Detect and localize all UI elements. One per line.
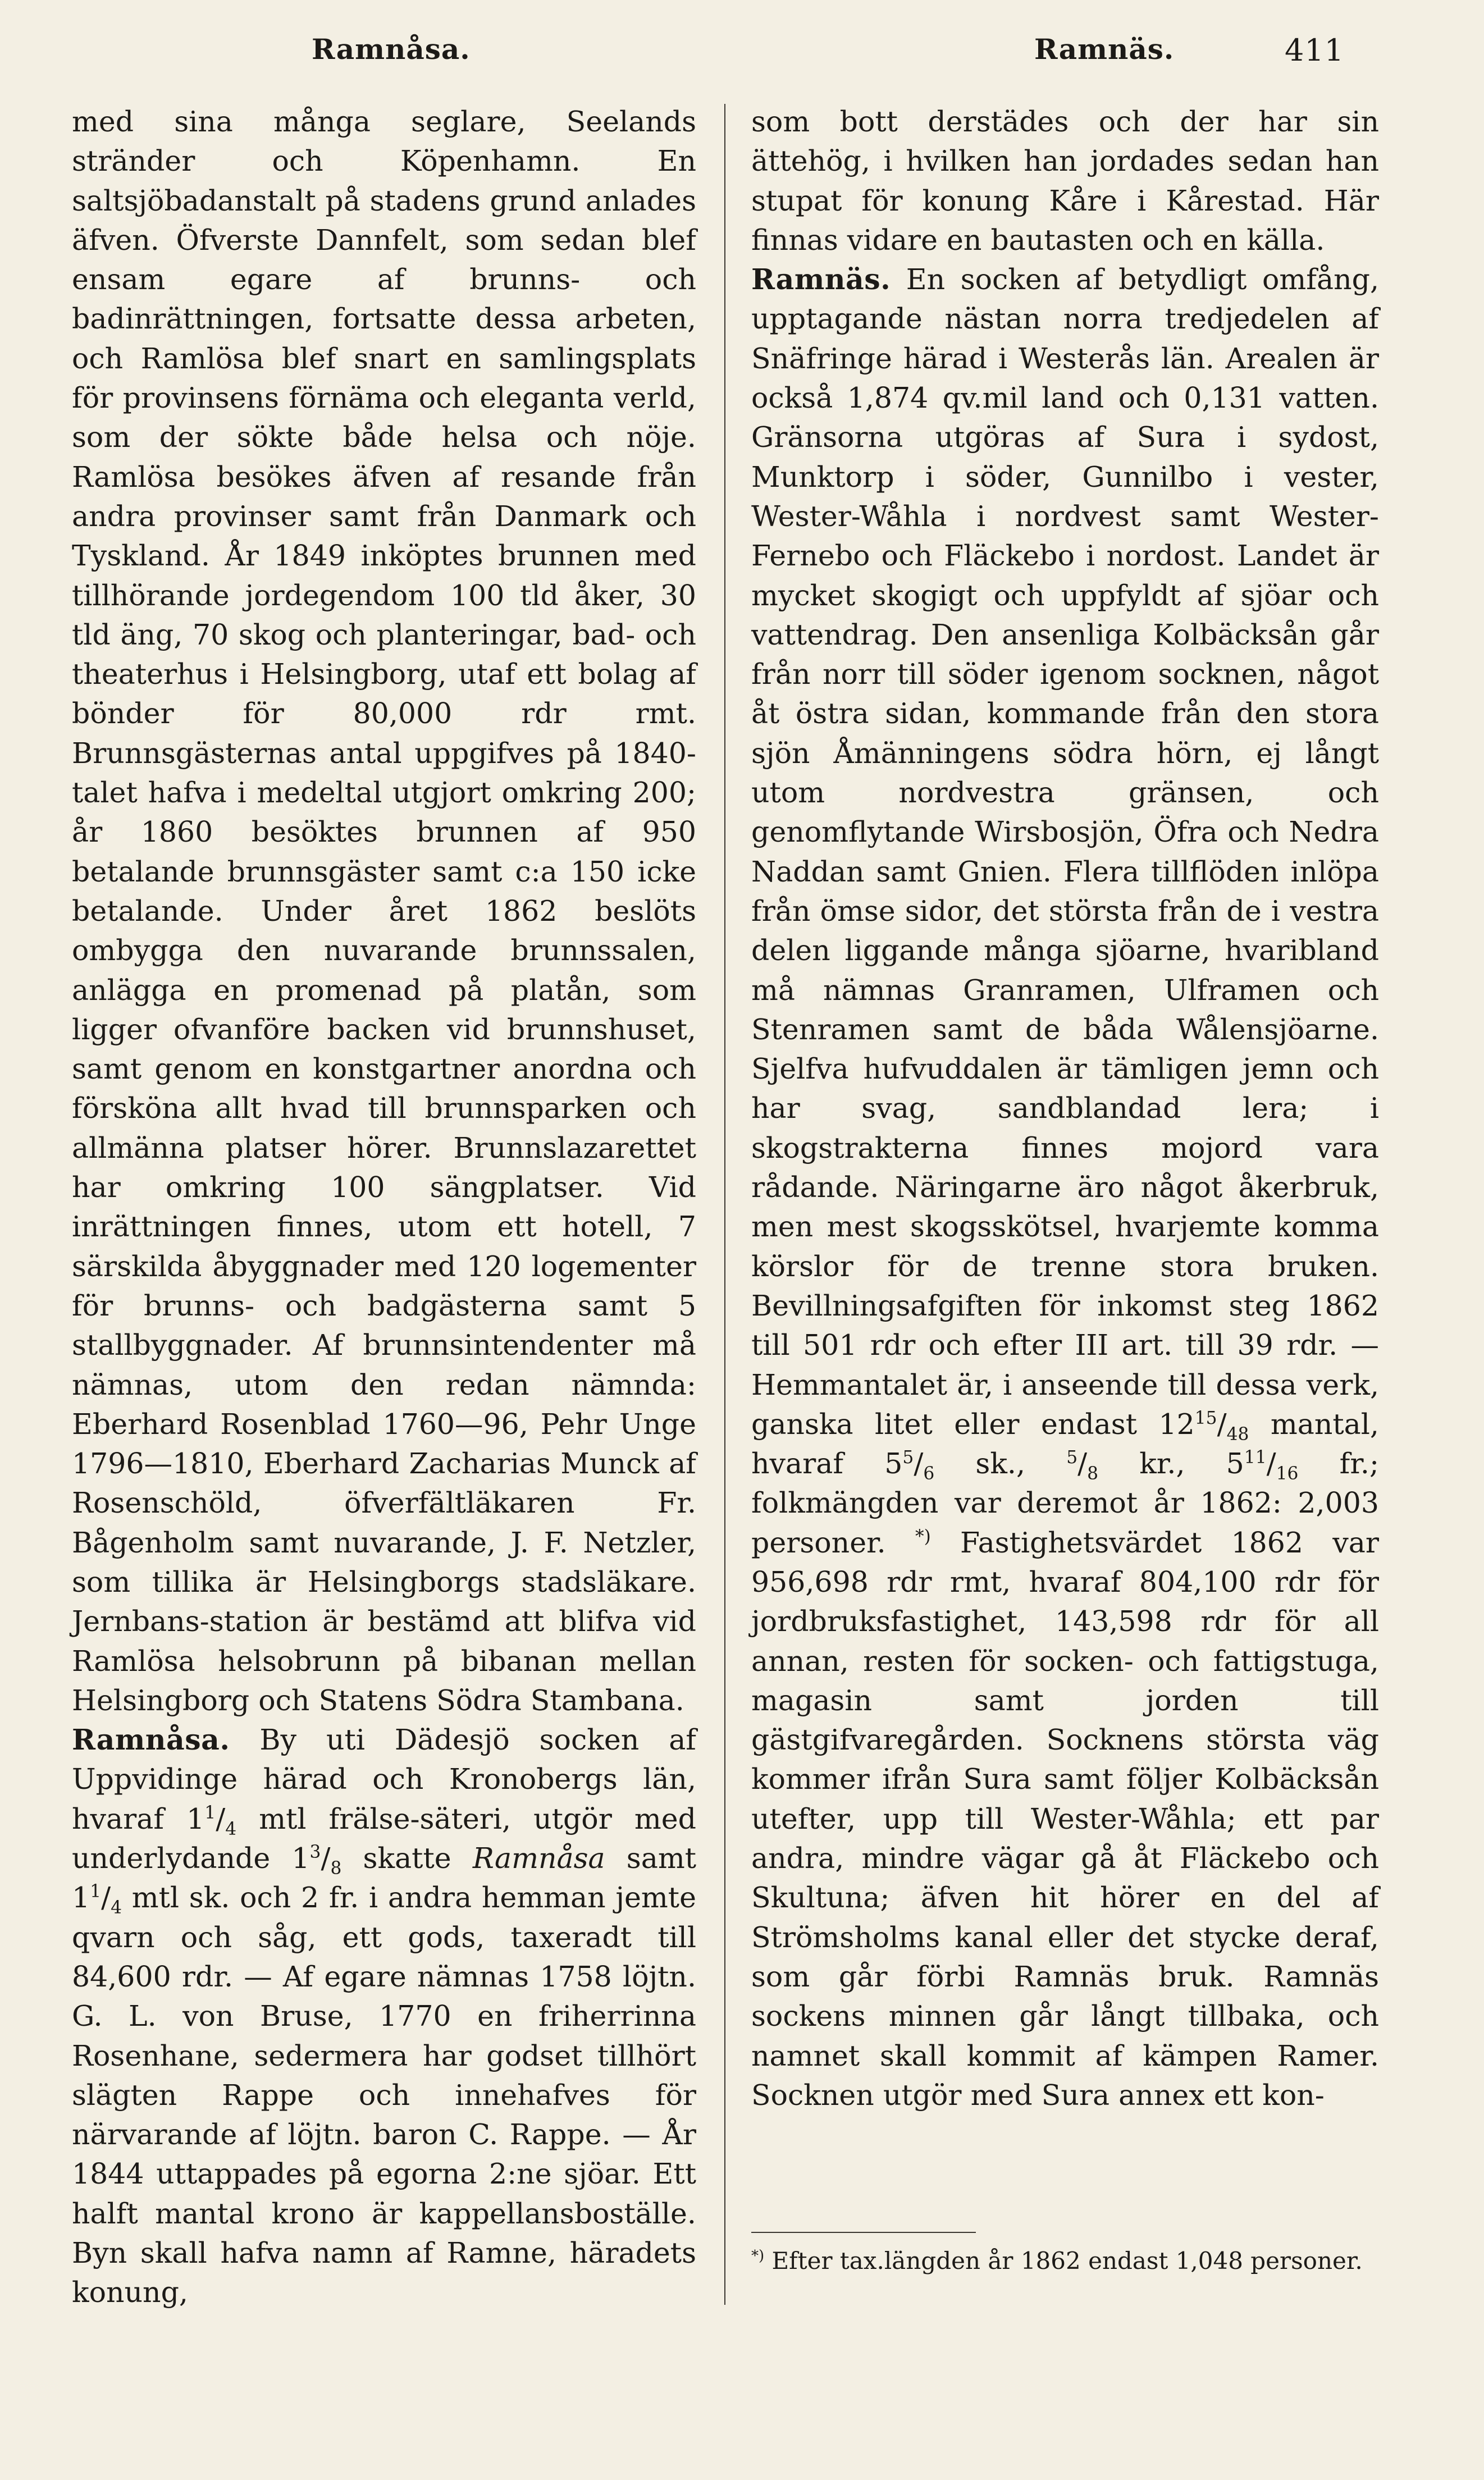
entry-heading-ramnasa: Ramnåsa. [72,1723,230,1757]
entry-text: By uti Dädesjö socken af Uppvidinge härad och Kronobergs län, hvaraf 1 [72,1723,696,1835]
entry-text: samt 1 [72,1842,697,1915]
entry-text: skatte [341,1842,473,1875]
fraction-denominator: 8 [1087,1464,1099,1485]
fraction-denominator: 48 [1226,1424,1249,1445]
entry-text: fr.; folkmängden var deremot år 1862: 2,003 personer. [751,1447,1379,1559]
entry-ramnas: Ramnäs. En socken af betydligt omfång, upptagande nästan norra tredjedelen af Snäfringe härad i Westerås län. Arealen är också 1,874 qv.mil land och 0,131 vatten. Gränsorna utgöras af Sura i sydost, Munktorp i söder, Gunnilbo i vester, Wester-Wåhla i nordvest samt Wester-Fernebo och Fläckebo i nordost. Landet är mycket skogigt och uppfyldt af sjöar och vattendrag. Den ansenliga Kolbäcksån går från norr till söder igenom socknen, något åt östra sidan, kommande från den stora sjön Åmänningens södra hörn, ej långt utom nordvestra gränsen, och genomflytande Wirsbosjön, Öfra och Nedra Naddan samt Gnien. Flera tillflöden inlöpa från ömse sidor, det största från de i vestra delen liggande många sjöarne, hvaribland må nämnas Granramen, Ulframen och Stenramen samt de båda Wålensjöarne. Sjelfva hufvuddalen är tämligen jemn och har svag, sandblandad lera; i skogstrakterna finnes mojord vara rådande. Näringarne äro något åkerbruk, men mest skogsskötsel, hvarjemte komma körslor för de trenne stora bruken. Bevillningsafgiften för inkomst steg 1862 till 501 rdr och efter III art. till 39 rdr. — Hemmantalet är, i anseende till dessa verk, ganska litet eller endast $12^{15}/_{48}$ mantal, hvaraf $5^5/_6$ sk., $^5/_8$ kr., $5^{11}/_{16}$ fr.; folkmängden var deremot år 1862: 2,003 personer. *) Fastighetsvärdet 1862 var 956,698 rdr rmt, hvaraf 804,100 rdr för jordbruksfastighet, 143,598 rdr för all annan, resten för socken- och fattigstuga, magasin samt jorden till gästgifvaregården. Socknens största väg kommer ifrån Sura samt följer Kolbäcksån utefter, upp till Wester-Wåhla; ett par andra, mindre vägar gå åt Fläckebo och Skultuna; äfven hit hörer en del af Strömsholms kanal eller det stycke deraf, som går förbi Ramnäs bruk. Ramnäs sockens minnen går långt tillbaka, och namnet skall kommit af kämpen Ramer. Socknen utgör med Sura annex ett kon- [751,263,1380,2112]
header-left-title: Ramnåsa. [312,33,471,66]
fraction-numerator: 5 [902,1447,914,1468]
entry-text: mantal, hvaraf 5 [751,1407,1379,1481]
fraction-numerator: 3 [309,1842,321,1863]
fraction-numerator: 1 [90,1881,102,1902]
right-column [751,102,1379,2115]
footnote-mark: *) [751,2248,765,2264]
entry-text: En socken af betydligt omfång, upptagande nästan norra tredjedelen af Snäfringe härad i Westerås län. Arealen är också 1,874 qv.mil land och 0,131 vatten. Gränsorna utgöras af Sura i sydost, Munktorp i söder, Gunnilbo i vester, Wester-Wåhla i nordvest samt Wester-Fernebo och Fläckebo i nordost. Landet är mycket skogigt och uppfyldt af sjöar och vattendrag. Den ansenliga Kolbäcksån går från norr till söder igenom socknen, något åt östra sidan, kommande från den stora sjön Åmänningens södra hörn, ej långt utom nordvestra gränsen, och genomflytande Wirsbosjön, Öfra och Nedra Naddan samt Gnien. Flera tillflöden inlöpa från ömse sidor, det största från de i vestra delen liggande många sjöarne, hvaribland må nämnas Granramen, Ulframen och Stenramen samt de båda Wålensjöarne. Sjelfva hufvuddalen är tämligen jemn och har svag, sandblandad lera; i skogstrakterna finnes mojord vara rådande. Näringarne äro något åkerbruk, men mest skogsskötsel, hvarjemte komma körslor för de trenne stora bruken. Bevillningsafgiften för inkomst steg 1862 till 501 rdr och efter III art. till 39 rdr. — Hemmantalet är, i anseende till dessa verk, ganska litet eller endast 12 [751,263,1379,1441]
fraction-numerator: 5 [1066,1447,1078,1468]
footnote [751,2245,1379,2277]
running-header [0,33,1484,77]
entry-text: mtl sk. och 2 fr. i andra hemman jemte qvarn och såg, ett gods, taxeradt till 84,600 rdr. — Af egare nämnas 1758 löjtn. G. L. von Bruse, 1770 en friherrinna Rosenhane, sedermera har godset tillhört slägten Rappe och innehafves för närvarande af löjtn. baron C. Rappe. — År 1844 uttappades på egorna 2:ne sjöar. Ett halft mantal krono är kappellansboställe. Byn skall hafva namn af Ramne, häradets konung, [72,1881,696,2309]
ramlosa-continuation: med sina många seglare, Seelands stränder och Köpenhamn. En saltsjöbadanstalt på stadens grund anlades äfven. Öfverste Dannfelt, som sedan blef ensam egare af brunns- och badinrättningen, fortsatte dessa arbeten, och Ramlösa blef snart en samlingsplats för provinsens förnäma och eleganta verld, som der sökte både helsa och nöje. Ramlösa besökes äfven af resande från andra provinser samt från Danmark och Tyskland. År 1849 inköptes brunnen med tillhörande jordegendom 100 tld åker, 30 tld äng, 70 skog och planteringar, bad- och theaterhus i Helsingborg, utaf ett bolag af bönder för 80,000 rdr rmt. Brunnsgästernas antal uppgifves på 1840-talet hafva i medeltal utgjort omkring 200; år 1860 besöktes brunnen af 950 betalande brunnsgäster samt c:a 150 icke betalande. Under året 1862 beslöts ombygga den nuvarande brunnssalen, anlägga en promenad på platån, som ligger ofvanföre backen vid brunnshuset, samt genom en konstgartner anordna och försköna allt hvad till brunnsparken och allmänna platser hörer. Brunnslazarettet har omkring 100 sängplatser. Vid inrättningen finnes, utom ett hotell, 7 särskilda åbyggnader med 120 logementer för brunns- och badgästerna samt 5 stallbyggnader. Af brunnsintendenter må nämnas, utom den redan nämnda: Eberhard Rosenblad 1760—96, Pehr Unge 1796—1810, Eberhard Zacharias Munck af Rosenschöld, öfverfältläkaren Fr. Bågenholm samt nuvarande, J. F. Netzler, som tillika är Helsingborgs stadsläkare. Jernbans-station är bestämd att blifva vid Ramlösa helsobrunn på bibanan mellan Helsingborg och Statens Södra Stambana. [72,105,696,1717]
entry-text: mtl frälse-säteri, utgör med underlydande 1 [72,1802,696,1875]
fraction-denominator: 4 [111,1898,122,1919]
footnote-rule [751,2232,976,2233]
footnote-reference: *) [915,1526,931,1547]
fraction-denominator: 4 [225,1819,237,1839]
fraction-numerator: 15 [1194,1408,1217,1428]
entry-text: kr., 5 [1098,1447,1244,1481]
fraction-denominator: 6 [923,1464,935,1485]
fraction-denominator: 8 [330,1858,342,1879]
entry-heading-ramnas: Ramnäs. [751,263,891,296]
entry-text: sk., [934,1447,1067,1481]
italic-place-name: Ramnåsa [472,1842,605,1875]
entry-text: Fastighetsvärdet 1862 var 956,698 rdr rmt, hvaraf 804,100 rdr för jordbruksfastighet, 143,598 rdr för all annan, resten för socken- och fattigstuga, magasin samt jorden till gästgifvaregården. Socknens största väg kommer ifrån Sura samt följer Kolbäcksån utefter, upp till Wester-Wåhla; ett par andra, mindre vägar gå åt Fläckebo och Skultuna; äfven hit hörer en del af Strömsholms kanal eller det stycke deraf, som går förbi Ramnäs bruk. Ramnäs sockens minnen går långt tillbaka, och namnet skall kommit af kämpen Ramer. Socknen utgör med Sura annex ett kon- [751,1526,1380,2112]
fraction-numerator: 1 [204,1802,216,1823]
fraction-numerator: 11 [1244,1447,1267,1468]
header-right-title: Ramnäs. [1034,33,1175,66]
left-column [72,102,696,2313]
page-number: 411 [1285,33,1345,68]
footnote-text: Efter tax.längden år 1862 endast 1,048 personer. [764,2247,1363,2275]
entry-ramnasa: Ramnåsa. By uti Dädesjö socken af Uppvidinge härad och Kronobergs län, hvaraf $1^1/_4$ mtl frälse-säteri, utgör med underlydande $1^3/_8$ skatte Ramnåsa samt $1^1/_4$ mtl sk. och 2 fr. i andra hemman jemte qvarn och såg, ett gods, taxeradt till 84,600 rdr. — Af egare nämnas 1758 löjtn. G. L. von Bruse, 1770 en friherrinna Rosenhane, sedermera har godset tillhört slägten Rappe och innehafves för närvarande af löjtn. baron C. Rappe. — År 1844 uttappades på egorna 2:ne sjöar. Ett halft mantal krono är kappellansboställe. Byn skall hafva namn af Ramne, häradets konung, [72,1723,697,2309]
fraction-denominator: 16 [1276,1464,1299,1485]
ramnasa-continuation: som bott derstädes och der har sin ättehög, i hvilken han jordades sedan han stupat för konung Kåre i Kårestad. Här finnas vidare en bautasten och en källa. [751,105,1379,257]
column-divider [724,104,725,2305]
